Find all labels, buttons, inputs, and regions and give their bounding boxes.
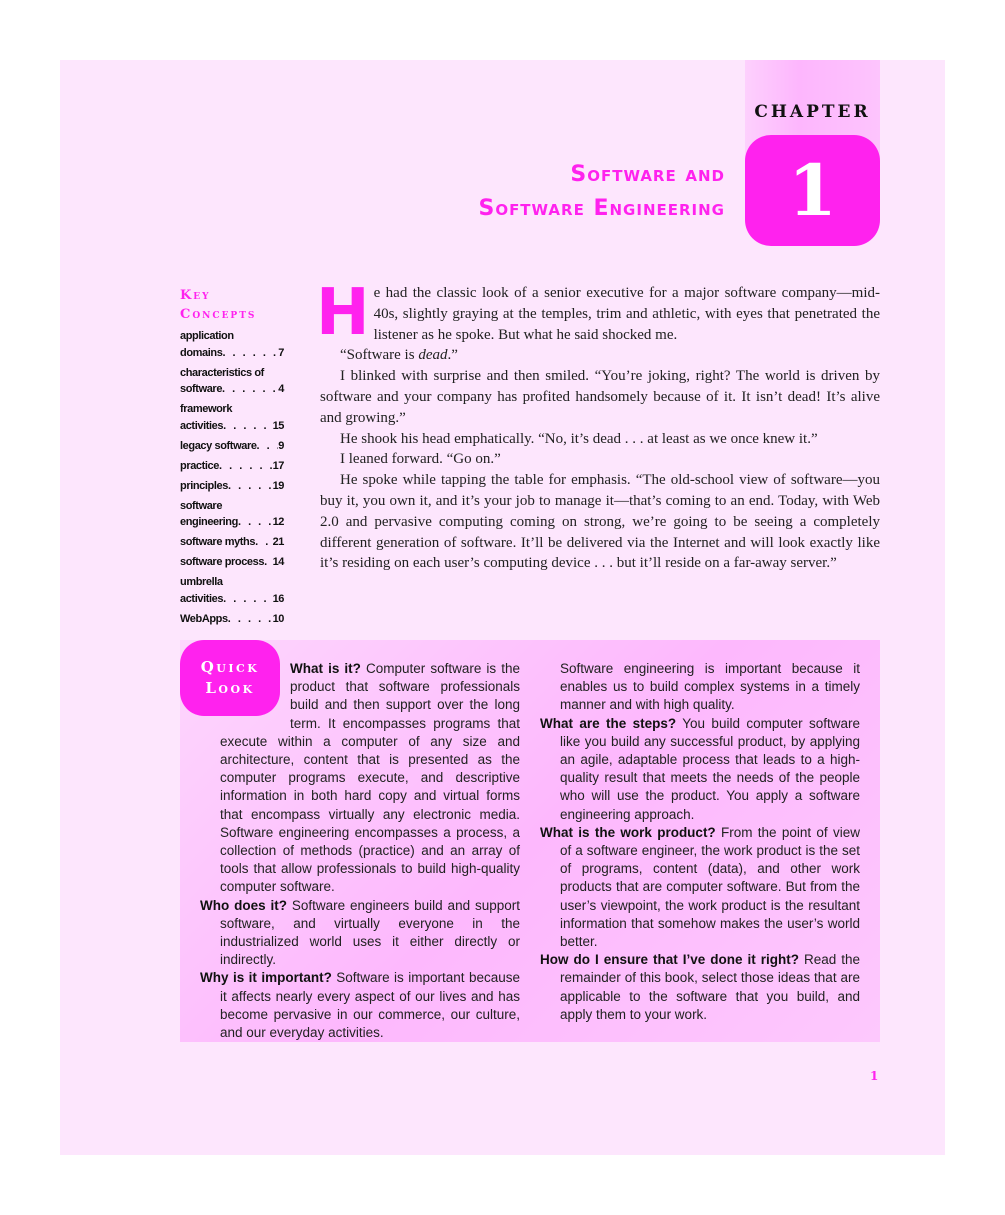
quick-look-question: Who does it? [200, 897, 287, 913]
paragraph-text: e had the classic look of a senior executive for a major software company—mid-40s, slightly graying at the temples, trim and athletic, with eyes that penetrated the listener as he spoke. But what he said shocked me. [373, 285, 880, 343]
key-concept-page: 10 [272, 612, 284, 625]
paragraph: He spoke while tapping the table for emphasis. “The old-school view of software—you buy it, you own it, and it’s your job to manage it—that’s coming to an end. Today, with Web 2.0 and pervasive computing coming on strong, we’re going to be seeing a completely different generation of software. It’ll be delivered via the Internet and will look exactly like it’s residing on each user’s computing device . . . but it’ll reside on a far-away server.” [320, 472, 880, 572]
quick-look-answer: Read the remainder of this book, select those ideas that are applicable to the software that you build, and apply them to your work. [560, 952, 860, 1022]
key-concept-label-first: umbrella [180, 576, 223, 588]
quick-look-answer: Software is important because it affects nearly every aspect of our lives and has become pervasive in our commerce, our culture, and our everyday activities. [220, 970, 520, 1041]
key-concept-item [180, 328, 284, 361]
quick-look-answer: Computer software is the product that software professionals build and then support over the long term. It encompasses programs that execute within a computer of any size and architecture, content that is presented as the computer programs execute, and descriptive information in both hard copy and virtual forms that encompass virtually any electronic media. Software engineering encompasses a process, a collection of methods (practice) and an array of tools that allow professionals to build high-quality computer software. [220, 661, 520, 895]
key-concept-line [180, 458, 284, 475]
dot-leader [228, 611, 273, 628]
dot-leader [219, 458, 273, 475]
dot-leader [255, 534, 272, 551]
quick-look-column-1 [180, 660, 520, 1042]
quick-look-answer: Software engineering is important because it enables us to build complex systems in a timely manner and with high quality. [560, 661, 860, 713]
paragraph: He shook his head emphatically. “No, it’s dead . . . at least as we once knew it.” [340, 430, 818, 447]
key-concept-page: 16 [272, 592, 284, 605]
dot-leader [223, 418, 272, 435]
quick-look-item [540, 951, 860, 1024]
paragraph [316, 276, 880, 350]
dot-leader [222, 381, 278, 398]
chapter-number: 1 [745, 135, 880, 246]
key-concept-page: 7 [278, 346, 284, 359]
key-concept-line [180, 438, 284, 455]
quick-look-item [540, 824, 860, 951]
quick-look-item [540, 660, 860, 715]
key-concept-item [180, 554, 284, 571]
key-concept-label-first: software [180, 499, 223, 512]
key-concept-line [180, 554, 284, 571]
quick-look-item [180, 969, 520, 1042]
key-concept-item [180, 534, 284, 551]
key-concept-line [180, 345, 284, 362]
key-concept-line [180, 514, 284, 531]
key-concept-item [180, 611, 284, 628]
paragraph-text: .” [447, 347, 458, 364]
key-concept-item [180, 574, 284, 607]
key-concept-label: activities [180, 592, 224, 605]
page-number: 1 [870, 1069, 879, 1083]
key-concept-label: software myths [180, 536, 256, 548]
key-concept-page: 21 [272, 536, 284, 548]
quick-look-question: What is the work product? [540, 824, 716, 840]
key-concept-line [180, 591, 284, 608]
key-concept-item [180, 458, 284, 475]
key-concept-page: 15 [272, 419, 284, 432]
chapter-title-line1: Software and [570, 162, 725, 187]
quick-look-badge-line1: Quick [200, 658, 260, 676]
quick-look-column-2 [540, 660, 860, 1024]
chapter-title-line2: Software Engineering [478, 196, 725, 221]
key-concept-line [180, 534, 284, 551]
key-concept-line [180, 611, 284, 628]
quick-look-question: What is it? [290, 661, 361, 676]
key-concept-label: WebApps [180, 612, 228, 625]
key-concept-label-first: framework [180, 403, 233, 415]
quick-look-badge-line2: Look [205, 679, 255, 697]
key-concept-item [180, 498, 284, 531]
key-concept-line [180, 381, 284, 398]
paragraph [320, 345, 880, 366]
quick-look-question: How do I ensure that I’ve done it right? [540, 952, 799, 968]
key-concept-page: 12 [272, 516, 284, 528]
quick-look-badge [180, 640, 280, 716]
key-concept-label-first: characteristics of [180, 366, 264, 379]
key-concepts-heading [180, 286, 284, 324]
key-concept-item [180, 438, 284, 455]
drop-cap: H [316, 276, 370, 350]
quick-look-item [180, 897, 520, 970]
key-concept-item [180, 365, 284, 398]
emphasis: dead [418, 347, 448, 364]
key-concepts-list [180, 328, 284, 627]
dot-leader [238, 514, 273, 531]
key-concept-label: legacy software [180, 439, 257, 452]
key-concept-page: 4 [278, 383, 284, 395]
key-concept-page: 14 [272, 556, 284, 568]
chapter-title [478, 158, 725, 226]
key-concept-label: domains [180, 346, 223, 359]
quick-look-question: Why is it important? [200, 970, 332, 986]
body-text [316, 276, 880, 574]
key-concept-line [180, 478, 284, 495]
quick-look-item [540, 715, 860, 824]
dot-leader [257, 438, 279, 455]
key-concept-label: activities [180, 419, 224, 432]
key-concept-page: 9 [278, 439, 284, 452]
paragraph: I leaned forward. “Go on.” [340, 451, 501, 468]
quick-look-answer: From the point of view of a software engineer, the work product is the set of programs, content (data), and other work products that are computer software. But from the user’s viewpoint, the work product is the resultant information that somehow makes the user’s world better. [560, 824, 860, 950]
quick-look-question: What are the steps? [540, 715, 677, 731]
key-concept-label-first: application [180, 330, 234, 342]
key-concept-line [180, 418, 284, 435]
quick-look-box [180, 640, 880, 1042]
key-concept-page: 19 [272, 479, 284, 492]
dot-leader [228, 478, 273, 495]
paragraph-text: “Software is [340, 347, 419, 364]
quick-look-answer: Software engineers build and support software, and virtually everyone in the industrialized world uses it either directly or indirectly. [220, 897, 520, 968]
key-concept-label: engineering [180, 516, 238, 528]
dot-leader [264, 554, 272, 571]
key-concept-page: 17 [272, 459, 284, 472]
dot-leader [222, 345, 278, 362]
key-concept-item [180, 401, 284, 434]
key-concept-label: principles [180, 479, 228, 492]
chapter-label: CHAPTER [754, 102, 871, 122]
dot-leader [223, 591, 272, 608]
key-concepts-heading-line1: Key [180, 288, 211, 303]
key-concept-label: software process [180, 556, 265, 568]
key-concept-item [180, 478, 284, 495]
key-concept-label: practice [180, 459, 219, 472]
paragraph: I blinked with surprise and then smiled. “You’re joking, right? The world is driven by software and your company has profited handsomely because of it. It isn’t dead! It’s alive and growing.” [320, 368, 880, 426]
key-concept-label: software [180, 383, 223, 395]
quick-look-answer: You build computer software like you build any successful product, by applying an agile, adaptable process that leads to a high-quality result that meets the needs of the people who will use the product. You apply a software engineering approach. [560, 715, 860, 822]
key-concepts [180, 286, 284, 631]
key-concepts-heading-line2: Concepts [180, 307, 257, 322]
